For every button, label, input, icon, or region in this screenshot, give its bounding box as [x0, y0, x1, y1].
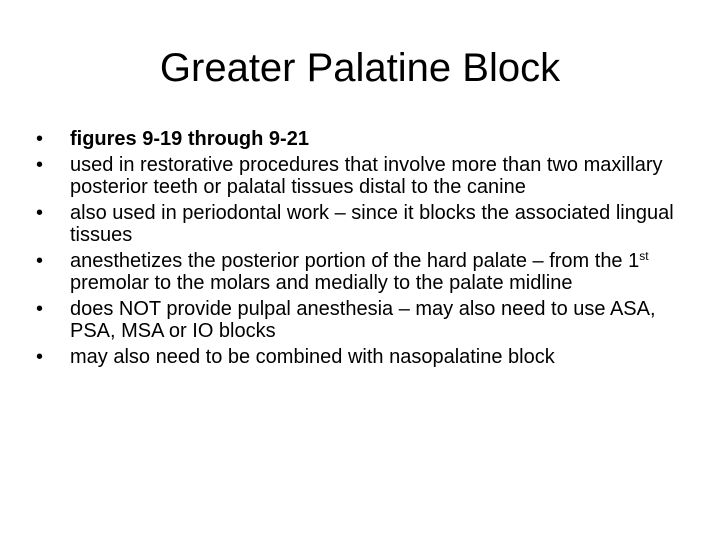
- list-item-text: [70, 250, 649, 295]
- bullet-list: [36, 128, 696, 371]
- list-item: [36, 346, 696, 369]
- bullet-icon: •: [36, 128, 44, 150]
- bullet-icon: •: [36, 201, 44, 224]
- list-item: [36, 298, 696, 343]
- bullet-icon: •: [36, 153, 44, 176]
- list-item-text-after: premolar to the molars and medially to the palate midline: [70, 272, 573, 294]
- list-item-text: figures 9-19 through 9-21: [70, 128, 309, 150]
- list-item: [36, 202, 696, 247]
- list-item-text-before: anesthetizes the posterior portion of the hard palate – from the 1: [70, 249, 640, 272]
- slide-title: Greater Palatine Block: [159, 46, 561, 90]
- list-item-text: also used in periodontal work – since it blocks the associated lingual tissues: [70, 201, 674, 246]
- list-item: [36, 250, 696, 295]
- bullet-icon: •: [36, 297, 44, 320]
- bullet-icon: •: [36, 249, 44, 272]
- ordinal-superscript: st: [639, 248, 649, 263]
- bullet-icon: •: [36, 345, 44, 368]
- list-item-text: used in restorative procedures that involve more than two maxillary posterior teeth or palatal tissues distal to the canine: [70, 153, 663, 198]
- list-item-text: does NOT provide pulpal anesthesia – may also need to use ASA, PSA, MSA or IO blocks: [70, 297, 656, 342]
- list-item: [36, 128, 696, 151]
- list-item: [36, 154, 696, 199]
- list-item-text: may also need to be combined with nasopalatine block: [70, 345, 555, 368]
